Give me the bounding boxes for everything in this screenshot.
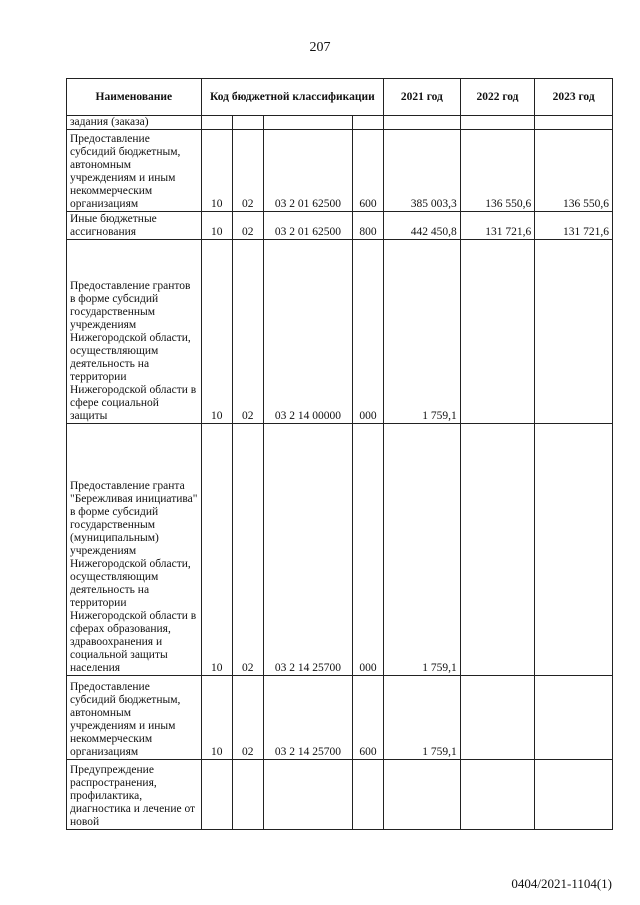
row-target-article: 03 2 01 62500	[263, 212, 352, 240]
row-expense-type: 800	[352, 212, 383, 240]
row-subsection	[232, 116, 263, 130]
row-target-article	[263, 116, 352, 130]
row-2023	[535, 424, 613, 676]
table-row	[67, 424, 613, 676]
row-subsection: 02	[232, 130, 263, 212]
row-subsection: 02	[232, 212, 263, 240]
row-name: Предоставление гранта "Бережливая инициатива" в форме субсидий государственным (муниципальным) учреждениям Нижегородской области, осуществляющим деятельность на территории Нижегородской области в сферах образования, здравоохранения и социальной защиты населения	[67, 424, 202, 676]
row-target-article: 03 2 14 00000	[263, 240, 352, 424]
row-2022	[460, 676, 535, 760]
row-2023	[535, 116, 613, 130]
table-row	[67, 116, 613, 130]
row-2021: 385 003,3	[384, 130, 461, 212]
row-2022	[460, 760, 535, 830]
row-2023	[535, 676, 613, 760]
row-2022	[460, 240, 535, 424]
header-2021: 2021 год	[384, 79, 461, 116]
row-name: Иные бюджетные ассигнования	[67, 212, 202, 240]
row-name: Предоставление субсидий бюджетным, автономным учреждениям и иным некоммерческим организациям	[67, 130, 202, 212]
row-2022	[460, 424, 535, 676]
row-2023	[535, 760, 613, 830]
row-2021: 1 759,1	[384, 676, 461, 760]
table-row	[67, 760, 613, 830]
row-name: Предоставление грантов в форме субсидий государственным учреждениям Нижегородской области, осуществляющим деятельность на территории Нижегородской области в сфере социальной защиты	[67, 240, 202, 424]
row-2022: 136 550,6	[460, 130, 535, 212]
row-2023: 136 550,6	[535, 130, 613, 212]
row-section	[201, 760, 232, 830]
row-name: задания (заказа)	[67, 116, 202, 130]
row-2023: 131 721,6	[535, 212, 613, 240]
row-expense-type: 000	[352, 240, 383, 424]
row-section: 10	[201, 212, 232, 240]
row-name: Предупреждение распространения, профилактика, диагностика и лечение от новой	[67, 760, 202, 830]
table-row	[67, 676, 613, 760]
table-row	[67, 212, 613, 240]
budget-table	[66, 78, 613, 830]
table-header-row	[67, 79, 613, 116]
row-expense-type	[352, 116, 383, 130]
row-2021: 1 759,1	[384, 240, 461, 424]
row-target-article: 03 2 14 25700	[263, 424, 352, 676]
row-2022: 131 721,6	[460, 212, 535, 240]
row-target-article	[263, 760, 352, 830]
row-target-article: 03 2 14 25700	[263, 676, 352, 760]
row-2021	[384, 760, 461, 830]
row-section: 10	[201, 130, 232, 212]
row-expense-type: 600	[352, 676, 383, 760]
row-subsection: 02	[232, 676, 263, 760]
table-row	[67, 240, 613, 424]
header-budget-code: Код бюджетной классификации	[201, 79, 383, 116]
page-number: 207	[309, 40, 331, 55]
row-section	[201, 116, 232, 130]
row-section: 10	[201, 424, 232, 676]
row-section: 10	[201, 676, 232, 760]
row-2021: 1 759,1	[384, 424, 461, 676]
header-2023: 2023 год	[535, 79, 613, 116]
row-expense-type	[352, 760, 383, 830]
header-2022: 2022 год	[460, 79, 535, 116]
row-subsection: 02	[232, 424, 263, 676]
row-target-article: 03 2 01 62500	[263, 130, 352, 212]
document-footer-code: 0404/2021-1104(1)	[511, 876, 612, 891]
row-2023	[535, 240, 613, 424]
row-subsection	[232, 760, 263, 830]
row-expense-type: 600	[352, 130, 383, 212]
row-2021	[384, 116, 461, 130]
table-row	[67, 130, 613, 212]
table-body	[67, 116, 613, 830]
row-section: 10	[201, 240, 232, 424]
header-name: Наименование	[67, 79, 202, 116]
row-name: Предоставление субсидий бюджетным, автономным учреждениям и иным некоммерческим организациям	[67, 676, 202, 760]
row-2021: 442 450,8	[384, 212, 461, 240]
row-2022	[460, 116, 535, 130]
row-subsection: 02	[232, 240, 263, 424]
row-expense-type: 000	[352, 424, 383, 676]
